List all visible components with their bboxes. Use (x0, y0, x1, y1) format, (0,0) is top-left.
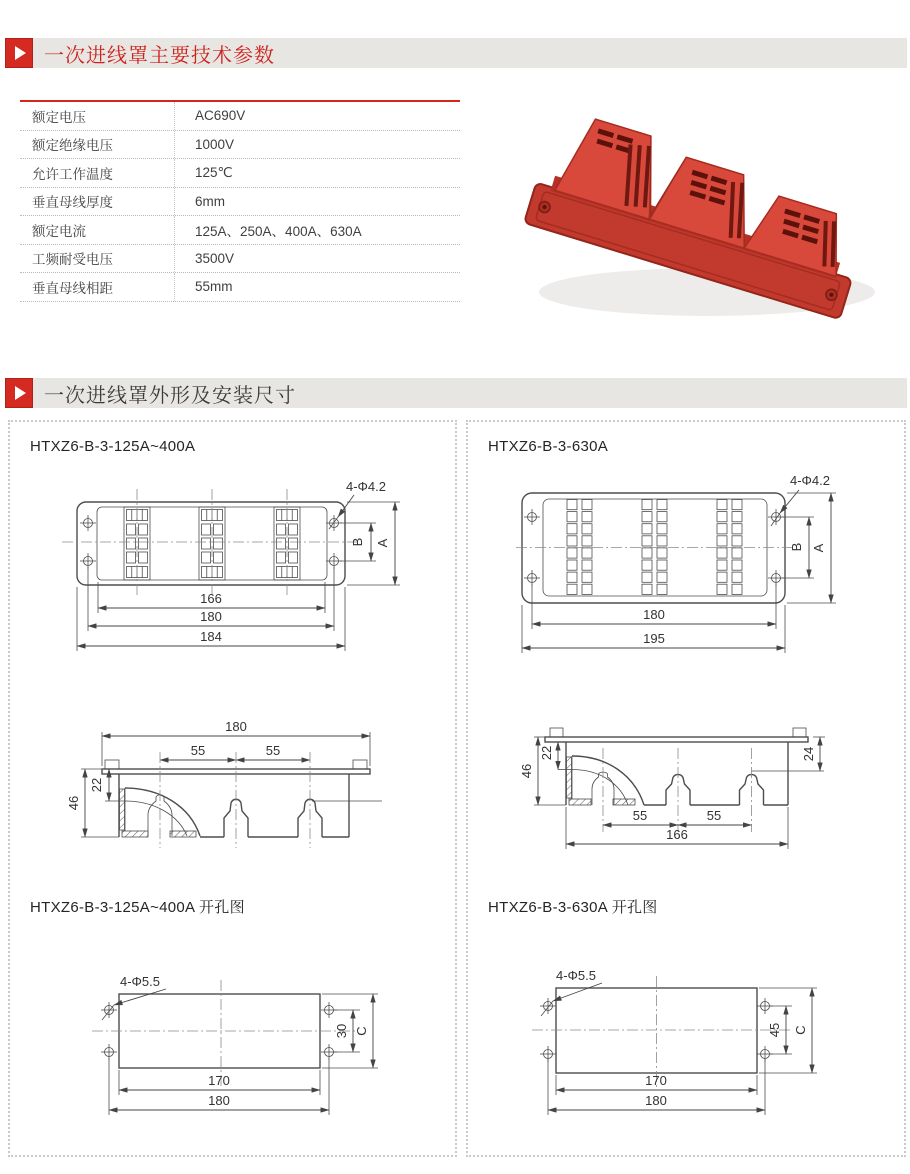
dim-hole-span: 180 (200, 609, 222, 624)
dim-outer-width: 180 (208, 1093, 230, 1108)
dim-height: 46 (66, 795, 81, 811)
drawing-box-125-400 (8, 420, 457, 1157)
product-photo (495, 60, 910, 350)
model-title: HTXZ6-B-3-630A (488, 438, 609, 455)
param-row (20, 131, 460, 160)
param-row (20, 273, 460, 302)
dim-height: 46 (519, 763, 534, 779)
dim-depth: 22 (539, 745, 554, 761)
section-marker-icon (5, 378, 33, 408)
front-view-drawing (10, 470, 459, 688)
dim-a: A (811, 543, 826, 553)
side-view-drawing (468, 690, 908, 890)
dim-pitch: 55 (706, 808, 722, 823)
dim-pitch: 55 (265, 743, 281, 758)
dim-outer-width: 184 (200, 629, 222, 644)
param-label: 允许工作温度 (20, 159, 175, 187)
param-value: 3500V (195, 250, 235, 266)
dim-a: A (375, 538, 390, 548)
product-photo-illustration (495, 60, 910, 350)
dim-top-width: 180 (225, 719, 247, 734)
param-value: 6mm (195, 193, 225, 209)
param-row (20, 159, 460, 188)
param-value: 125A、250A、400A、630A (195, 223, 362, 239)
cutout-drawing (468, 940, 908, 1155)
cutout-drawing (10, 940, 459, 1155)
dim-hole-span: 180 (643, 607, 665, 622)
dim-inner-width: 166 (200, 591, 222, 606)
param-value: 55mm (195, 279, 233, 295)
param-label: 垂直母线相距 (20, 273, 175, 301)
param-row (20, 245, 460, 274)
front-view-drawing (468, 470, 908, 688)
param-label: 垂直母线厚度 (20, 188, 175, 216)
param-row (20, 102, 460, 131)
dim-pitch: 55 (190, 743, 206, 758)
dim-outer-width: 180 (645, 1093, 667, 1108)
dim-pitch: 55 (632, 808, 648, 823)
hole-callout: 4-Φ5.5 (556, 968, 597, 983)
param-row (20, 216, 460, 245)
dim-c: C (793, 1025, 808, 1035)
param-row (20, 188, 460, 217)
hole-callout: 4-Φ4.2 (790, 473, 831, 488)
param-value: 125℃ (195, 164, 233, 180)
dim-b: B (350, 537, 365, 547)
dim-hole-span: 30 (334, 1023, 349, 1039)
section1-title: 一次进线罩主要技术参数 (44, 44, 275, 67)
param-value: AC690V (195, 108, 246, 124)
dim-inner-width: 170 (208, 1073, 230, 1088)
dim-right-depth: 24 (801, 746, 816, 762)
parameters-table (20, 100, 460, 302)
dim-inner-width: 170 (645, 1073, 667, 1088)
hole-callout: 4-Φ4.2 (346, 479, 387, 494)
section2-title: 一次进线罩外形及安装尺寸 (44, 384, 296, 407)
section-marker-icon (5, 38, 33, 68)
hole-callout: 4-Φ5.5 (120, 974, 161, 989)
param-label: 额定绝缘电压 (20, 131, 175, 159)
dim-c: C (354, 1026, 369, 1036)
cutout-title: HTXZ6-B-3-125A~400A 开孔图 (30, 899, 245, 916)
param-label: 额定电流 (20, 216, 175, 244)
side-view-drawing (10, 690, 459, 890)
dim-width: 166 (666, 827, 688, 842)
dim-depth: 22 (89, 777, 104, 793)
param-label: 工频耐受电压 (20, 245, 175, 273)
dim-outer-width: 195 (643, 631, 665, 646)
section2-header (5, 378, 907, 408)
dim-b: B (789, 542, 804, 552)
model-title: HTXZ6-B-3-125A~400A (30, 438, 196, 455)
cutout-title: HTXZ6-B-3-630A 开孔图 (488, 899, 658, 916)
param-label: 额定电压 (20, 102, 175, 130)
dim-hole-span: 45 (767, 1022, 782, 1038)
param-value: 1000V (195, 136, 235, 152)
drawing-box-630 (466, 420, 906, 1157)
